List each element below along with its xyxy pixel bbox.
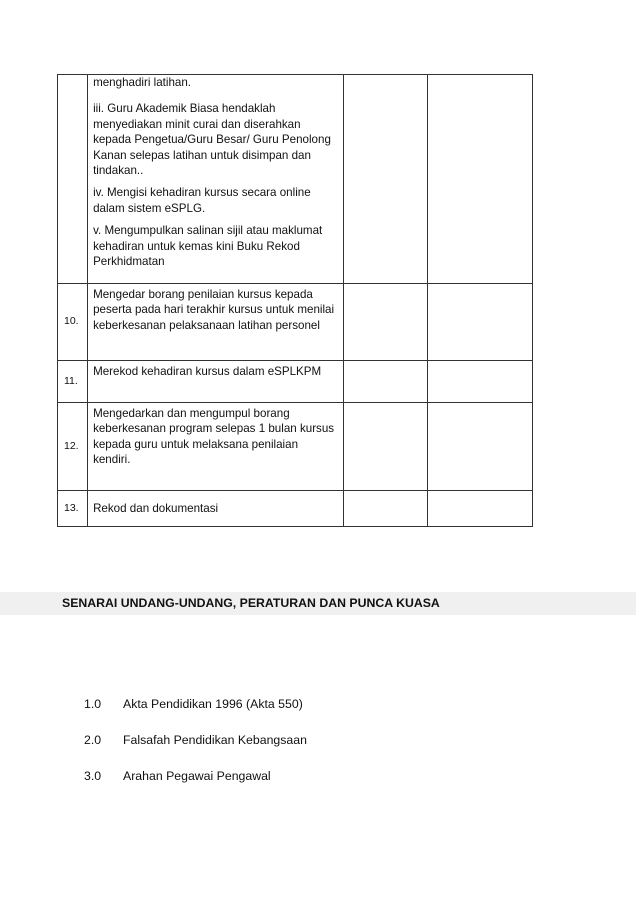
- list-item-number: 3.0: [84, 769, 102, 783]
- empty-cell: [427, 361, 532, 403]
- row-number: [58, 75, 88, 284]
- list-item-number: 1.0: [84, 697, 102, 711]
- empty-cell: [343, 75, 427, 284]
- row-number: 13.: [58, 491, 88, 527]
- row-paragraph: v. Mengumpulkan salinan sijil atau maklumat kehadiran untuk kemas kini Buku Rekod Perkhidmatan: [93, 224, 323, 269]
- procedure-table: [57, 74, 533, 527]
- row-number: 11.: [58, 361, 88, 403]
- empty-cell: [343, 403, 427, 491]
- table-row: [58, 284, 533, 361]
- empty-cell: [343, 491, 427, 527]
- list-item-number: 2.0: [84, 733, 102, 747]
- row-description: [88, 284, 344, 361]
- row-paragraph: Merekod kehadiran kursus dalam eSPLKPM: [93, 365, 322, 378]
- row-paragraph: iv. Mengisi kehadiran kursus secara online dalam sistem eSPLG.: [93, 186, 311, 215]
- empty-cell: [427, 403, 532, 491]
- row-number: 10.: [58, 284, 88, 361]
- empty-cell: [343, 361, 427, 403]
- row-paragraph: iii. Guru Akademik Biasa hendaklah menyediakan minit curai dan diserahkan kepada Pengetua/Guru Besar/ Guru Penolong Kanan selepas latihan untuk disimpan dan tindakan..: [93, 102, 331, 178]
- section-heading-banner: [0, 592, 636, 615]
- list-item-text: Falsafah Pendidikan Kebangsaan: [123, 733, 307, 747]
- list-item-text: Arahan Pegawai Pengawal: [123, 769, 271, 783]
- row-description: [88, 403, 344, 491]
- row-description: [88, 491, 344, 527]
- empty-cell: [343, 284, 427, 361]
- table-row: [58, 361, 533, 403]
- row-paragraph: Mengedarkan dan mengumpul borang keberkesanan program selepas 1 bulan kursus kepada guru untuk melaksana penilaian kendiri.: [93, 407, 335, 467]
- row-number: 12.: [58, 403, 88, 491]
- row-paragraph: Mengedar borang penilaian kursus kepada peserta pada hari terakhir kursus untuk menilai keberkesanan pelaksanaan latihan personel: [93, 288, 335, 332]
- row-description: [88, 361, 344, 403]
- empty-cell: [427, 75, 532, 284]
- row-paragraph: Rekod dan dokumentasi: [93, 501, 219, 515]
- empty-cell: [427, 491, 532, 527]
- row-paragraph: menghadiri latihan.: [93, 76, 192, 89]
- section-heading: SENARAI UNDANG-UNDANG, PERATURAN DAN PUNCA KUASA: [62, 596, 440, 610]
- table-row: [58, 491, 533, 527]
- row-description: [88, 75, 344, 284]
- table-row: [58, 75, 533, 284]
- list-item-text: Akta Pendidikan 1996 (Akta 550): [123, 697, 303, 711]
- table-row: [58, 403, 533, 491]
- empty-cell: [427, 284, 532, 361]
